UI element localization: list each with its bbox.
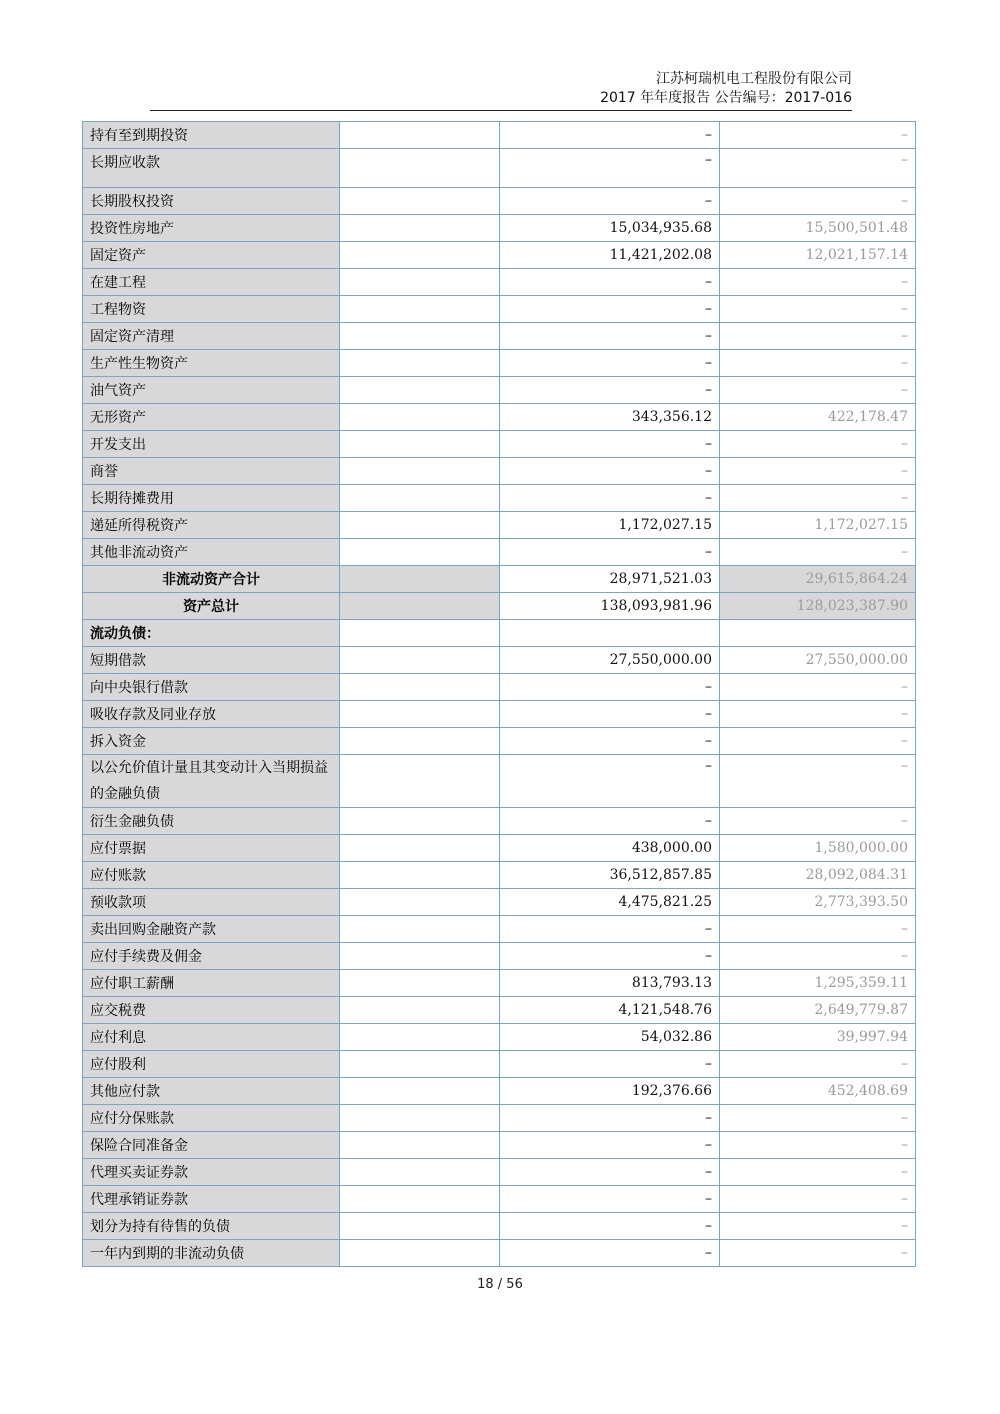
current-value: – bbox=[500, 1240, 720, 1267]
table-row bbox=[83, 647, 916, 674]
prior-value: – bbox=[720, 808, 916, 835]
row-label: 长期股权投资 bbox=[83, 188, 340, 215]
current-value: 11,421,202.08 bbox=[500, 242, 720, 269]
row-label: 一年内到期的非流动负债 bbox=[83, 1240, 340, 1267]
company-name: 江苏柯瑞机电工程股份有限公司 bbox=[656, 71, 852, 87]
table-row bbox=[83, 889, 916, 916]
row-label: 开发支出 bbox=[83, 431, 340, 458]
table-row bbox=[83, 1105, 916, 1132]
row-label: 应付利息 bbox=[83, 1024, 340, 1051]
row-label: 固定资产 bbox=[83, 242, 340, 269]
prior-value: 128,023,387.90 bbox=[720, 593, 916, 620]
table-row bbox=[83, 808, 916, 835]
current-value: – bbox=[500, 1186, 720, 1213]
prior-value: 1,172,027.15 bbox=[720, 512, 916, 539]
prior-value: – bbox=[720, 269, 916, 296]
row-label: 固定资产清理 bbox=[83, 323, 340, 350]
page-number: 18 / 56 bbox=[477, 1277, 523, 1292]
row-label: 油气资产 bbox=[83, 377, 340, 404]
table-row bbox=[83, 674, 916, 701]
table-row bbox=[83, 970, 916, 997]
current-value: 343,356.12 bbox=[500, 404, 720, 431]
row-label: 工程物资 bbox=[83, 296, 340, 323]
current-value: – bbox=[500, 149, 720, 188]
row-label: 非流动资产合计 bbox=[83, 566, 340, 593]
row-label: 无形资产 bbox=[83, 404, 340, 431]
row-label: 应付分保账款 bbox=[83, 1105, 340, 1132]
prior-value: – bbox=[720, 188, 916, 215]
table-row bbox=[83, 188, 916, 215]
table-row bbox=[83, 1024, 916, 1051]
row-label: 应付手续费及佣金 bbox=[83, 943, 340, 970]
row-label: 其他非流动资产 bbox=[83, 539, 340, 566]
row-label: 以公允价值计量且其变动计入当期损益的金融负债 bbox=[83, 755, 340, 808]
current-value: – bbox=[500, 296, 720, 323]
prior-value: – bbox=[720, 1105, 916, 1132]
current-value: 28,971,521.03 bbox=[500, 566, 720, 593]
prior-value: 28,092,084.31 bbox=[720, 862, 916, 889]
current-value: 438,000.00 bbox=[500, 835, 720, 862]
prior-value: – bbox=[720, 728, 916, 755]
prior-value: 422,178.47 bbox=[720, 404, 916, 431]
current-value: – bbox=[500, 122, 720, 149]
row-label: 应付账款 bbox=[83, 862, 340, 889]
table-row bbox=[83, 997, 916, 1024]
prior-value: – bbox=[720, 943, 916, 970]
row-label: 商誉 bbox=[83, 458, 340, 485]
current-value: – bbox=[500, 755, 720, 808]
prior-value: – bbox=[720, 701, 916, 728]
table-row bbox=[83, 916, 916, 943]
table-row bbox=[83, 755, 916, 808]
current-value: – bbox=[500, 431, 720, 458]
row-label: 资产总计 bbox=[83, 593, 340, 620]
table-row bbox=[83, 269, 916, 296]
table-row bbox=[83, 943, 916, 970]
prior-value: – bbox=[720, 1240, 916, 1267]
table-row bbox=[83, 512, 916, 539]
current-value: 4,475,821.25 bbox=[500, 889, 720, 916]
current-value: – bbox=[500, 323, 720, 350]
current-value: – bbox=[500, 674, 720, 701]
row-label: 递延所得税资产 bbox=[83, 512, 340, 539]
prior-value: – bbox=[720, 916, 916, 943]
prior-value: – bbox=[720, 1051, 916, 1078]
section-header-row bbox=[83, 620, 916, 647]
row-label: 持有至到期投资 bbox=[83, 122, 340, 149]
total-row bbox=[83, 593, 916, 620]
prior-value: – bbox=[720, 296, 916, 323]
table-row bbox=[83, 485, 916, 512]
table-row bbox=[83, 1240, 916, 1267]
current-value: 27,550,000.00 bbox=[500, 647, 720, 674]
row-label: 短期借款 bbox=[83, 647, 340, 674]
prior-value: – bbox=[720, 1132, 916, 1159]
row-label: 预收款项 bbox=[83, 889, 340, 916]
row-label: 投资性房地产 bbox=[83, 215, 340, 242]
current-value: 813,793.13 bbox=[500, 970, 720, 997]
table-row bbox=[83, 701, 916, 728]
current-value: 192,376.66 bbox=[500, 1078, 720, 1105]
prior-value: – bbox=[720, 377, 916, 404]
table-row bbox=[83, 431, 916, 458]
prior-value: – bbox=[720, 1186, 916, 1213]
table-row bbox=[83, 862, 916, 889]
table-row bbox=[83, 404, 916, 431]
prior-value: 29,615,864.24 bbox=[720, 566, 916, 593]
total-row bbox=[83, 566, 916, 593]
row-label: 衍生金融负债 bbox=[83, 808, 340, 835]
current-value: 15,034,935.68 bbox=[500, 215, 720, 242]
current-value: – bbox=[500, 916, 720, 943]
row-label: 应付职工薪酬 bbox=[83, 970, 340, 997]
prior-value: 1,580,000.00 bbox=[720, 835, 916, 862]
current-value: – bbox=[500, 728, 720, 755]
current-value: – bbox=[500, 269, 720, 296]
prior-value: 15,500,501.48 bbox=[720, 215, 916, 242]
current-value: – bbox=[500, 485, 720, 512]
row-label: 长期应收款 bbox=[83, 149, 340, 188]
current-value: – bbox=[500, 943, 720, 970]
prior-value: 2,649,779.87 bbox=[720, 997, 916, 1024]
table-row bbox=[83, 323, 916, 350]
prior-value: – bbox=[720, 755, 916, 808]
prior-value: – bbox=[720, 323, 916, 350]
prior-value: – bbox=[720, 674, 916, 701]
current-value: – bbox=[500, 808, 720, 835]
current-value: 1,172,027.15 bbox=[500, 512, 720, 539]
header-divider bbox=[150, 110, 852, 111]
row-label: 长期待摊费用 bbox=[83, 485, 340, 512]
table-row bbox=[83, 539, 916, 566]
current-value: – bbox=[500, 1132, 720, 1159]
prior-value: – bbox=[720, 350, 916, 377]
row-label: 划分为持有待售的负债 bbox=[83, 1213, 340, 1240]
prior-value: – bbox=[720, 431, 916, 458]
table-row bbox=[83, 149, 916, 188]
table-row bbox=[83, 1051, 916, 1078]
current-value: – bbox=[500, 350, 720, 377]
row-label: 应交税费 bbox=[83, 997, 340, 1024]
row-label: 代理买卖证券款 bbox=[83, 1159, 340, 1186]
prior-value: 27,550,000.00 bbox=[720, 647, 916, 674]
table-row bbox=[83, 1078, 916, 1105]
balance-sheet-table bbox=[82, 121, 916, 1267]
table-row bbox=[83, 728, 916, 755]
current-value: – bbox=[500, 539, 720, 566]
row-label: 应付票据 bbox=[83, 835, 340, 862]
current-value: – bbox=[500, 1051, 720, 1078]
row-label: 应付股利 bbox=[83, 1051, 340, 1078]
row-label: 卖出回购金融资产款 bbox=[83, 916, 340, 943]
table-row bbox=[83, 1186, 916, 1213]
current-value: 54,032.86 bbox=[500, 1024, 720, 1051]
current-value: – bbox=[500, 377, 720, 404]
table-row bbox=[83, 350, 916, 377]
prior-value: – bbox=[720, 458, 916, 485]
prior-value: – bbox=[720, 122, 916, 149]
current-value: – bbox=[500, 188, 720, 215]
current-value: – bbox=[500, 1105, 720, 1132]
prior-value: – bbox=[720, 149, 916, 188]
current-value: – bbox=[500, 458, 720, 485]
row-label: 在建工程 bbox=[83, 269, 340, 296]
table-row bbox=[83, 1159, 916, 1186]
table-row bbox=[83, 458, 916, 485]
table-row bbox=[83, 122, 916, 149]
table-row bbox=[83, 835, 916, 862]
row-label: 向中央银行借款 bbox=[83, 674, 340, 701]
table-row bbox=[83, 377, 916, 404]
prior-value: 2,773,393.50 bbox=[720, 889, 916, 916]
table-row bbox=[83, 1213, 916, 1240]
row-label: 拆入资金 bbox=[83, 728, 340, 755]
table-row bbox=[83, 242, 916, 269]
table-row bbox=[83, 296, 916, 323]
current-value: – bbox=[500, 1213, 720, 1240]
prior-value: 12,021,157.14 bbox=[720, 242, 916, 269]
row-label: 保险合同准备金 bbox=[83, 1132, 340, 1159]
prior-value: – bbox=[720, 1159, 916, 1186]
section-label: 流动负债： bbox=[83, 620, 340, 647]
current-value: 36,512,857.85 bbox=[500, 862, 720, 889]
prior-value: – bbox=[720, 1213, 916, 1240]
prior-value: – bbox=[720, 539, 916, 566]
row-label: 吸收存款及同业存放 bbox=[83, 701, 340, 728]
table-row bbox=[83, 1132, 916, 1159]
current-value: 138,093,981.96 bbox=[500, 593, 720, 620]
prior-value: – bbox=[720, 485, 916, 512]
current-value: – bbox=[500, 1159, 720, 1186]
report-title: 2017 年年度报告 公告编号：2017-016 bbox=[600, 90, 852, 106]
row-label: 其他应付款 bbox=[83, 1078, 340, 1105]
table-row bbox=[83, 215, 916, 242]
prior-value: 39,997.94 bbox=[720, 1024, 916, 1051]
row-label: 代理承销证券款 bbox=[83, 1186, 340, 1213]
row-label: 生产性生物资产 bbox=[83, 350, 340, 377]
prior-value: 452,408.69 bbox=[720, 1078, 916, 1105]
prior-value: 1,295,359.11 bbox=[720, 970, 916, 997]
current-value: – bbox=[500, 701, 720, 728]
current-value: 4,121,548.76 bbox=[500, 997, 720, 1024]
